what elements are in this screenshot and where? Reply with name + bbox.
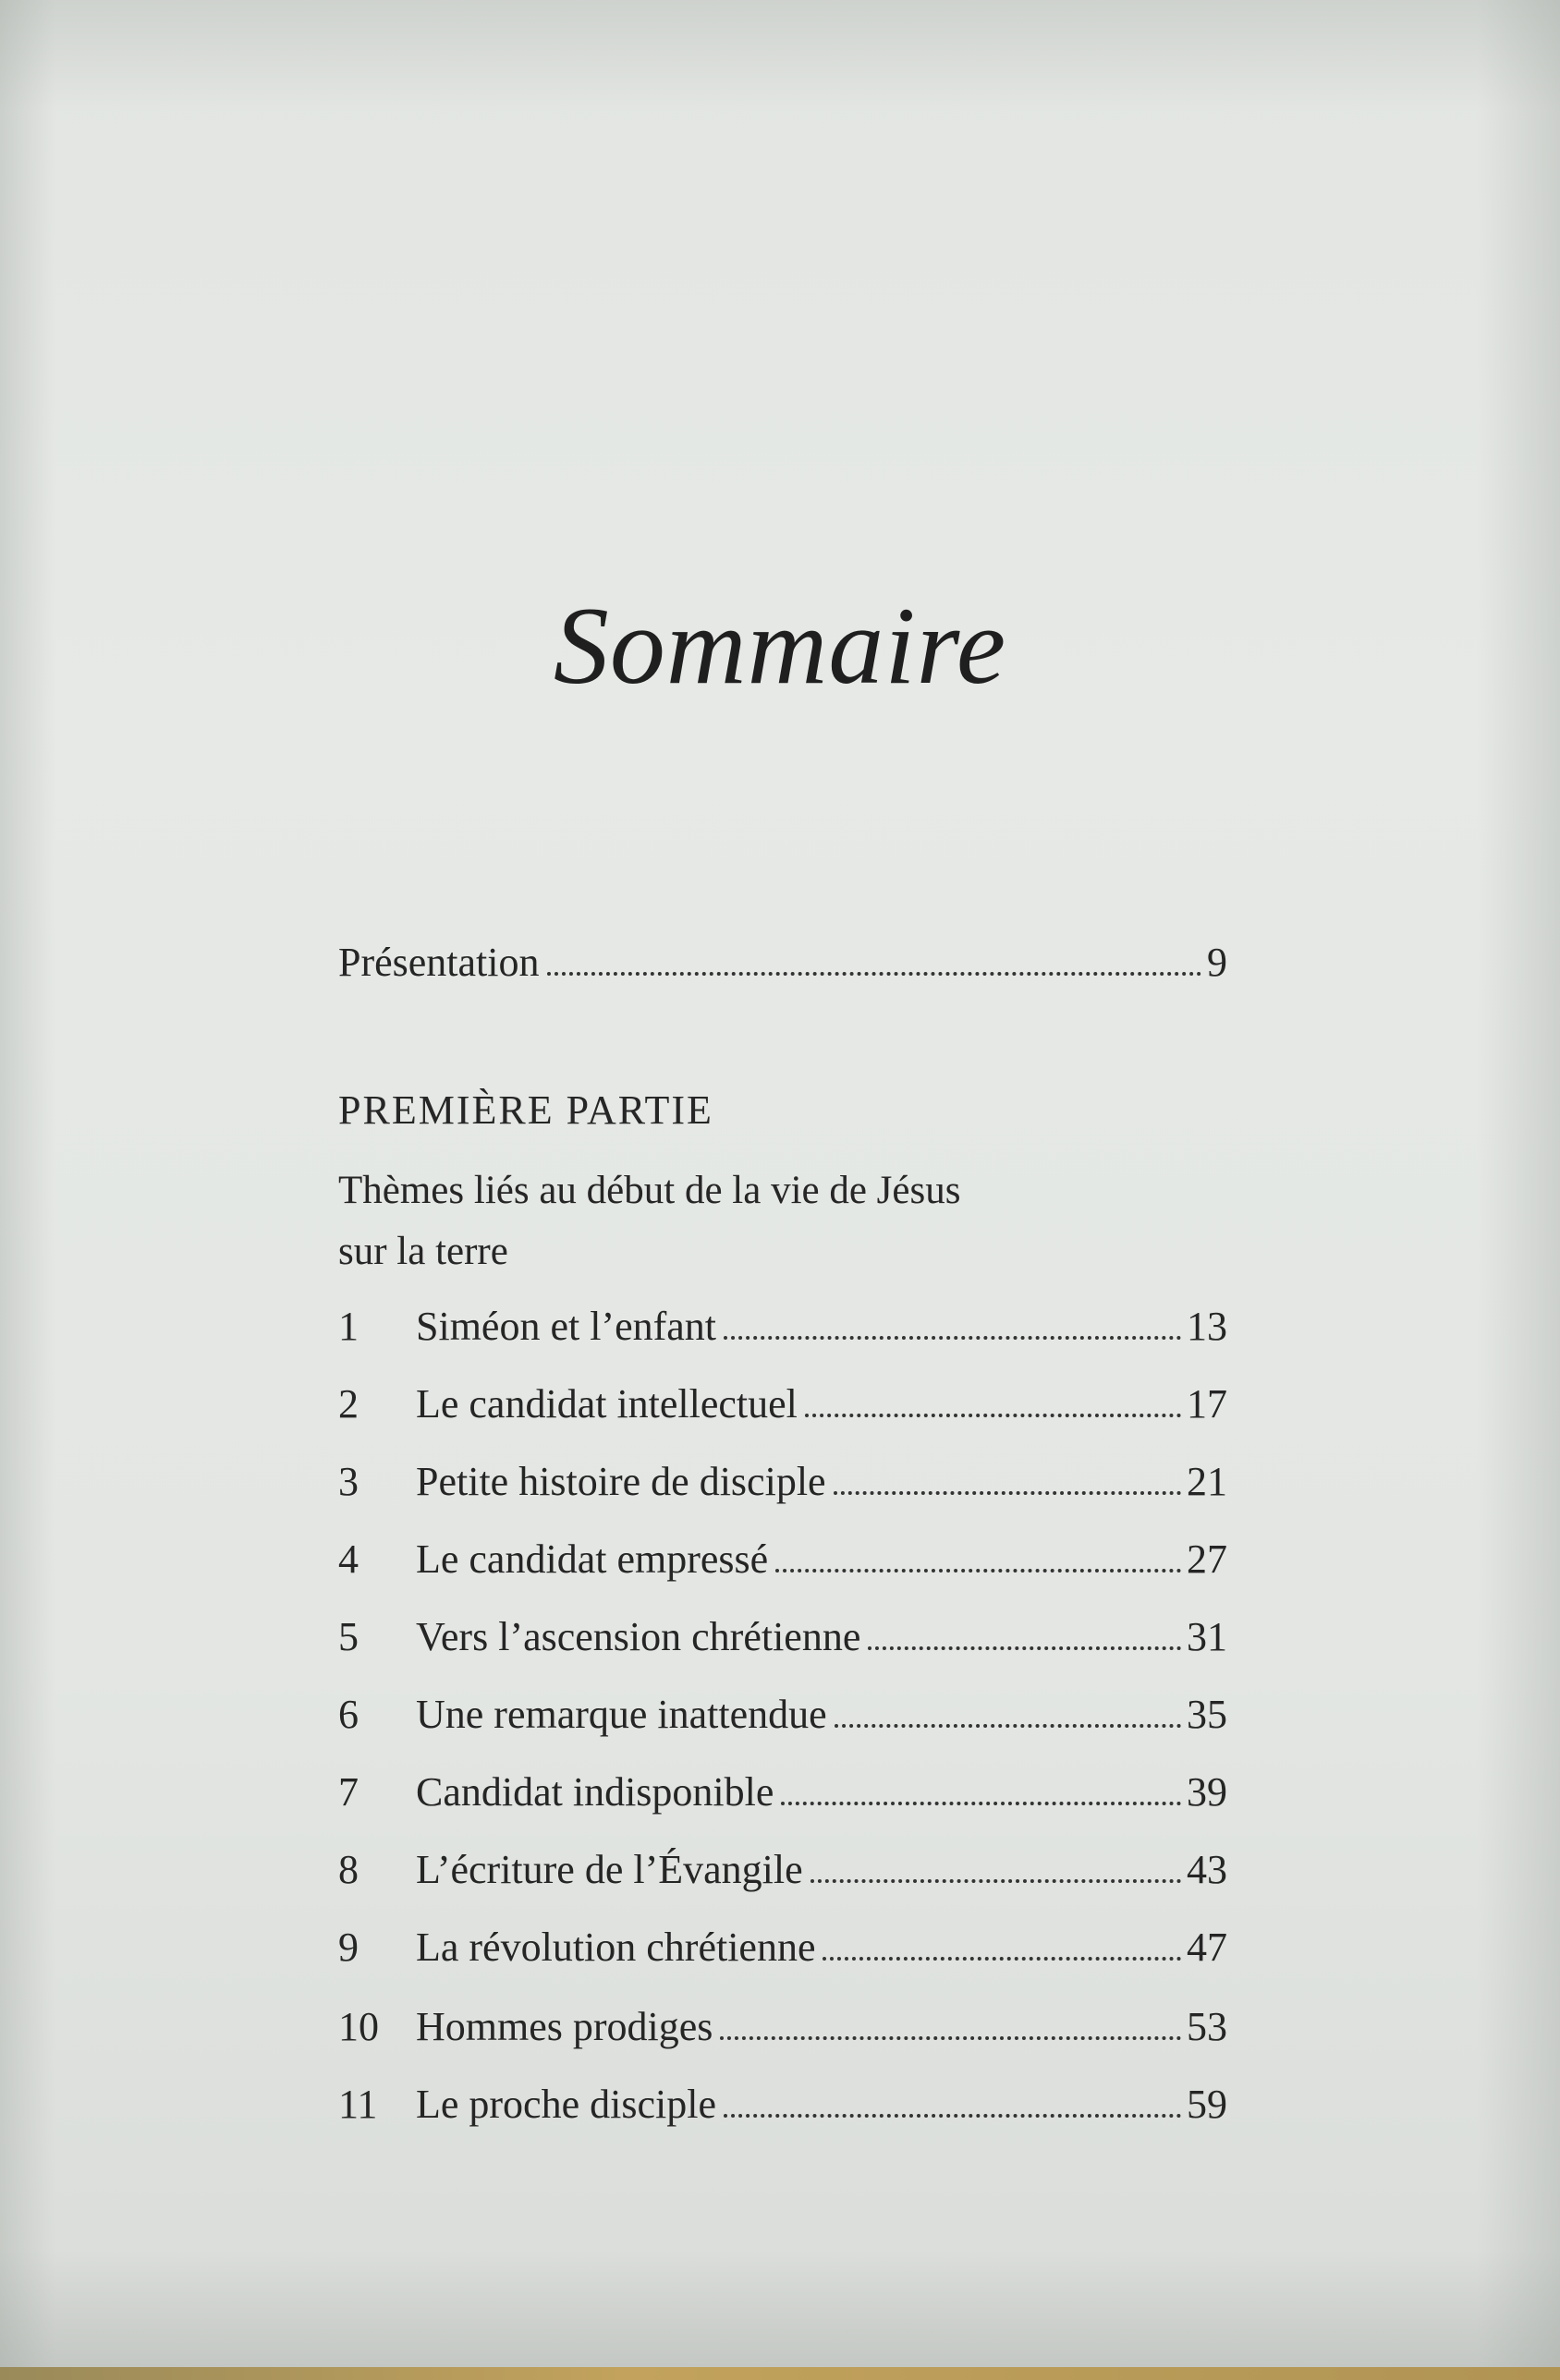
toc-entry-number: 5 xyxy=(338,1614,359,1659)
toc-entry-label: Présentation xyxy=(338,940,540,985)
dot-leader xyxy=(835,1724,1181,1728)
toc-entry-number: 11 xyxy=(338,2082,378,2127)
toc-entry-number: 9 xyxy=(338,1925,359,1970)
toc-entry xyxy=(338,1769,1227,1815)
toc-entry-page: 43 xyxy=(1187,1847,1227,1892)
part-subtitle-line: sur la terre xyxy=(338,1230,508,1273)
dot-leader xyxy=(805,1414,1181,1417)
dot-leader xyxy=(823,1957,1181,1961)
part-subtitle-line: Thèmes liés au début de la vie de Jésus xyxy=(338,1169,961,1212)
toc-entry-page: 13 xyxy=(1187,1304,1227,1349)
dot-leader xyxy=(868,1646,1181,1650)
toc-entry xyxy=(338,1927,1227,1968)
toc-entry-label: Une remarque inattendue xyxy=(416,1692,827,1737)
toc-entry-label: Candidat indisponible xyxy=(416,1769,774,1815)
toc-entry-label: Siméon et l’enfant xyxy=(416,1304,717,1349)
table-surface-edge xyxy=(0,2367,1560,2380)
page-shadow-top xyxy=(0,0,1560,111)
dot-leader xyxy=(724,1336,1181,1340)
dot-leader xyxy=(724,2114,1181,2118)
toc-entry-number: 3 xyxy=(338,1459,359,1504)
toc-entry-label: La révolution chrétienne xyxy=(416,1925,816,1970)
toc-entry-presentation xyxy=(338,942,1227,983)
toc-entry-page: 31 xyxy=(1187,1614,1227,1659)
toc-entry-number: 7 xyxy=(338,1769,359,1815)
toc-entry-label: Hommes prodiges xyxy=(416,2004,713,2049)
dot-leader xyxy=(547,972,1201,976)
toc-entry xyxy=(338,1847,1227,1892)
toc-entry-number: 10 xyxy=(338,2004,379,2049)
dot-leader xyxy=(720,2036,1181,2040)
toc-entry-number: 4 xyxy=(338,1536,359,1582)
page-shadow-right xyxy=(1477,0,1560,2380)
toc-entry xyxy=(338,1694,1227,1735)
part-heading: PREMIÈRE PARTIE xyxy=(338,1087,713,1133)
toc-entry xyxy=(338,1381,1227,1427)
toc-entry-number: 8 xyxy=(338,1847,359,1892)
toc-entry-label: Le candidat intellectuel xyxy=(416,1381,798,1427)
toc-entry-label: Le candidat empressé xyxy=(416,1536,769,1582)
toc-entry-page: 9 xyxy=(1207,940,1227,985)
page-title: Sommaire xyxy=(553,584,1007,707)
toc-entry xyxy=(338,1459,1227,1504)
toc-entry-page: 39 xyxy=(1187,1769,1227,1815)
page-shadow-bottom xyxy=(0,2251,1560,2380)
toc-entry-page: 53 xyxy=(1187,2004,1227,2049)
part-subtitle xyxy=(338,1160,1170,1282)
dot-leader xyxy=(775,1569,1181,1572)
dot-leader xyxy=(781,1802,1181,1805)
toc-entry xyxy=(338,2004,1227,2049)
toc-entry-page: 27 xyxy=(1187,1536,1227,1582)
toc-entry-label: L’écriture de l’Évangile xyxy=(416,1847,803,1892)
toc-entry-page: 59 xyxy=(1187,2082,1227,2127)
toc-entry-page: 17 xyxy=(1187,1381,1227,1427)
toc-entry xyxy=(338,1306,1227,1347)
toc-entry-label: Petite histoire de disciple xyxy=(416,1459,826,1504)
dot-leader xyxy=(810,1879,1181,1883)
toc-entry-label: Le proche disciple xyxy=(416,2082,716,2127)
dot-leader xyxy=(834,1491,1181,1495)
toc-entry-page: 35 xyxy=(1187,1692,1227,1737)
toc-entry-page: 47 xyxy=(1187,1925,1227,1970)
page-shadow-left xyxy=(0,0,55,2380)
toc-entry-label: Vers l’ascension chrétienne xyxy=(416,1614,861,1659)
toc-entry-number: 1 xyxy=(338,1304,359,1349)
toc-entry-number: 6 xyxy=(338,1692,359,1737)
toc-entry xyxy=(338,1536,1227,1582)
toc-entry xyxy=(338,1614,1227,1659)
toc-entry-page: 21 xyxy=(1187,1459,1227,1504)
toc-entry xyxy=(338,2084,1227,2125)
toc-entry-number: 2 xyxy=(338,1381,359,1427)
